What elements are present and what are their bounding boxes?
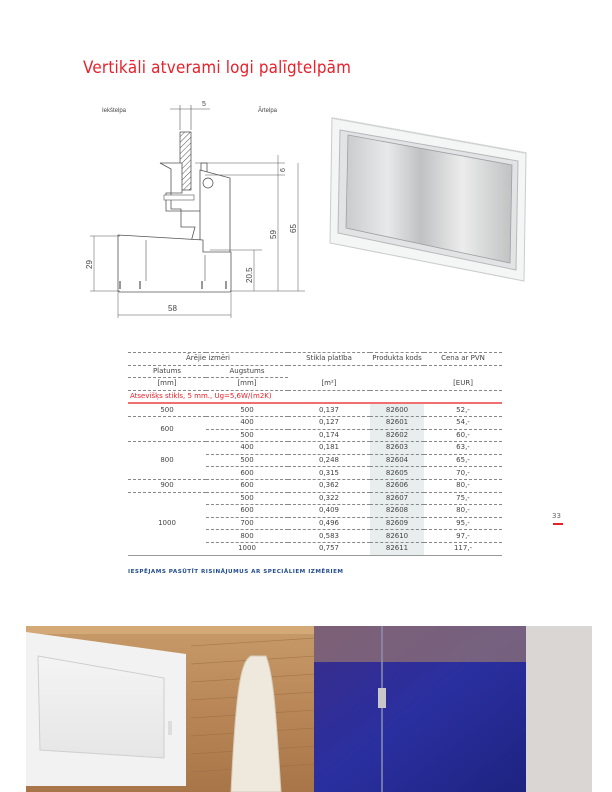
table-row: 500 0,248 82604 65,- xyxy=(128,454,502,467)
sauna-interior-photo xyxy=(26,626,592,792)
price-table xyxy=(128,352,502,556)
unit-width: [mm] xyxy=(128,378,206,391)
table-row: 700 0,496 82609 95,- xyxy=(128,517,502,530)
label-inside: Iekštelpa xyxy=(102,108,127,114)
svg-text:59: 59 xyxy=(269,230,278,239)
table-row: 500 0,174 82602 60,- xyxy=(128,429,502,442)
unit-price: [EUR] xyxy=(424,378,502,391)
svg-text:5: 5 xyxy=(202,101,206,108)
header-width: Platums xyxy=(128,365,206,378)
table-row: 1000 0,757 82611 117,- xyxy=(128,542,502,555)
table-row: 900 600 0,362 82606 80,- xyxy=(128,479,502,492)
header-price: Cena ar PVN xyxy=(424,353,502,366)
table-row: 600 0,409 82608 80,- xyxy=(128,505,502,518)
footnote: IESPĒJAMS PASŪTĪT RISINĀJUMUS AR SPECIĀLIEM IZMĒRIEM xyxy=(128,569,344,575)
table-row: 500 500 0,137 82600 52,- xyxy=(128,403,502,416)
header-product-code: Produkta kods xyxy=(370,353,424,366)
page-number-underline xyxy=(553,523,563,525)
svg-text:20.5: 20.5 xyxy=(245,267,254,283)
svg-text:58: 58 xyxy=(168,304,177,313)
page-title: Vertikāli atverami logi palīgtelpām xyxy=(83,58,352,77)
table-row: 600 0,315 82605 70,- xyxy=(128,467,502,480)
label-outside: Ārtelpa xyxy=(258,108,278,114)
header-outer-dims: Ārējie izmēri xyxy=(128,353,288,366)
section-label: Atsevišķs stikls, 5 mm., Ug=5,6W/(m2K) xyxy=(128,390,502,403)
table-row: 800 400 0,181 82603 63,- xyxy=(128,442,502,455)
unit-height: [mm] xyxy=(206,378,288,391)
page-number: 33 xyxy=(552,512,561,520)
header-glass-area: Stikla platība xyxy=(288,353,370,366)
table-row: 1000 500 0,322 82607 75,- xyxy=(128,492,502,505)
table-row: 600 400 0,127 82601 54,- xyxy=(128,416,502,429)
svg-text:6: 6 xyxy=(280,168,287,172)
window-product-photo xyxy=(320,113,532,289)
table-row: 800 0,583 82610 97,- xyxy=(128,530,502,543)
svg-text:29: 29 xyxy=(85,260,94,269)
header-height: Augstums xyxy=(206,365,288,378)
profile-cross-section-drawing xyxy=(80,95,312,325)
svg-text:65: 65 xyxy=(289,224,298,233)
unit-area: [m²] xyxy=(288,378,370,391)
